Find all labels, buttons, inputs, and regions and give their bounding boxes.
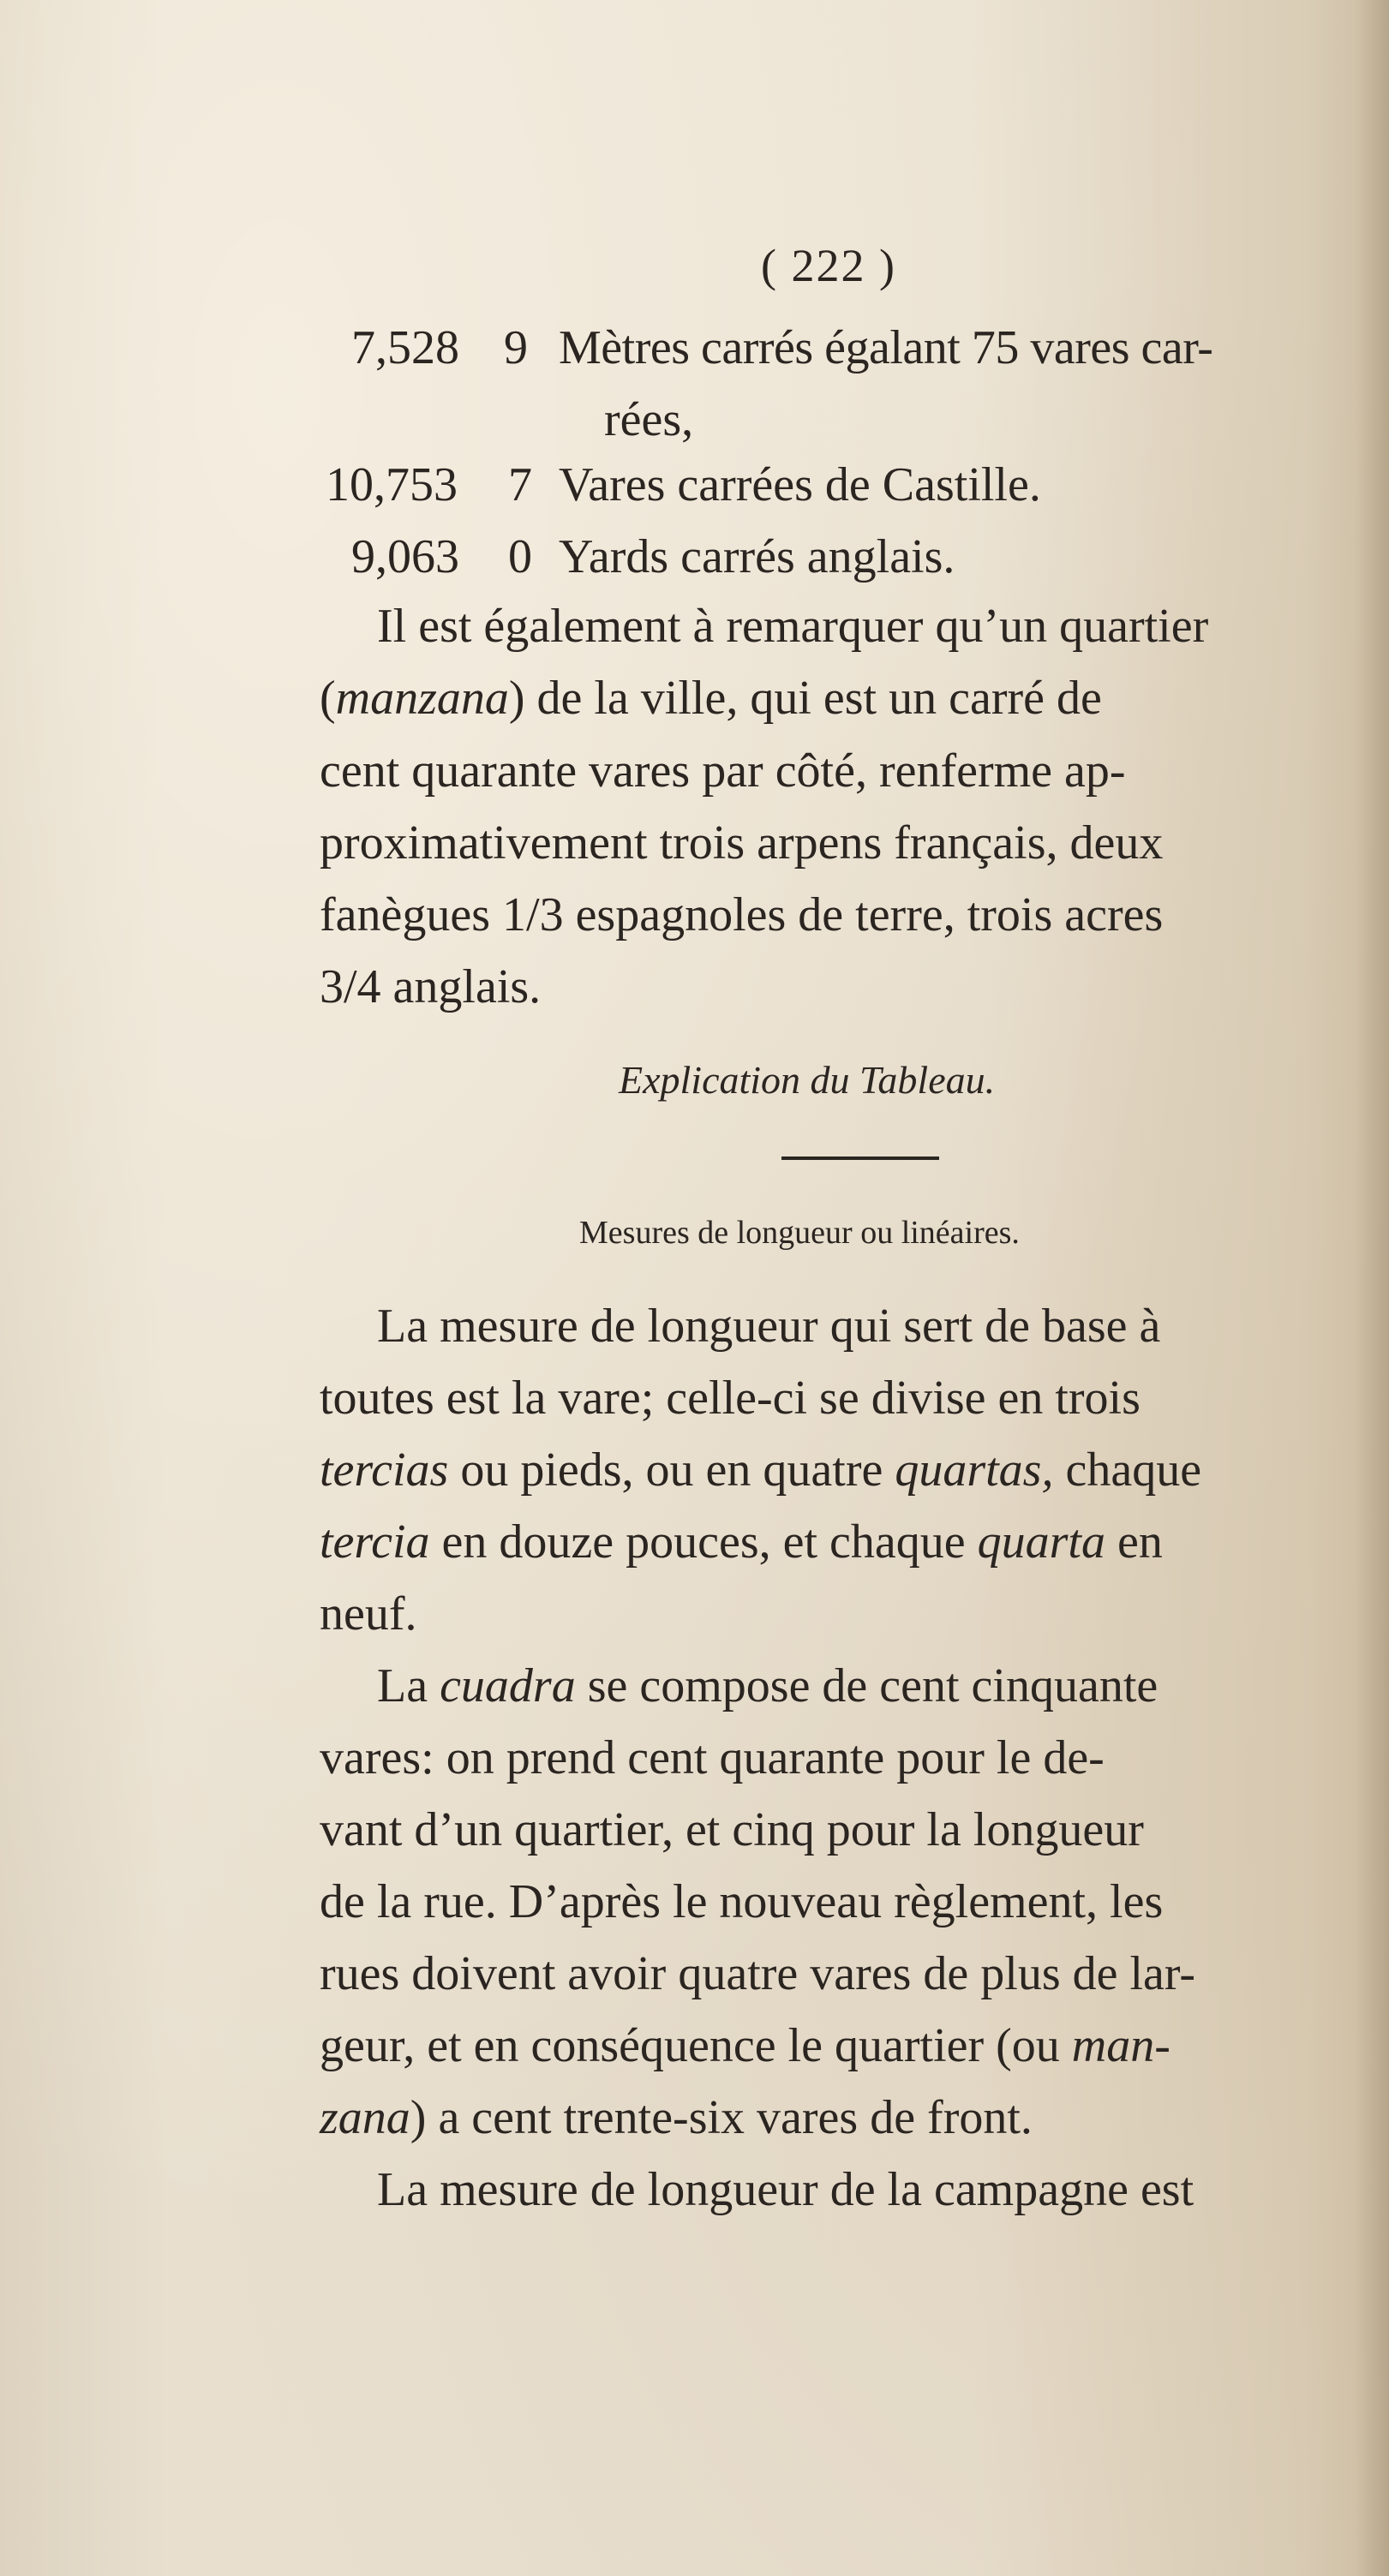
- paragraph-line: tercias ou pieds, ou en quatre quartas, chaque: [320, 1443, 1202, 1497]
- paragraph-text: ) de la ville, qui est un carré de: [508, 672, 1102, 725]
- paragraph-line: neuf.: [320, 1587, 417, 1641]
- paragraph-line: rues doivent avoir quatre vares de plus de lar-: [320, 1947, 1196, 2000]
- table-digit: 9: [504, 321, 528, 374]
- table-text: rées,: [604, 393, 694, 446]
- paren: (: [320, 672, 336, 725]
- divider: [781, 1157, 939, 1160]
- table-value: 7,528: [351, 321, 459, 374]
- table-text: Vares carrées de Castille.: [559, 458, 1041, 511]
- paragraph-line: La mesure de longueur de la campagne est: [377, 2163, 1194, 2216]
- subheading: Mesures de longueur ou linéaires.: [579, 1215, 1020, 1251]
- paragraph-line: fanègues 1/3 espagnoles de terre, trois acres: [320, 888, 1164, 941]
- paragraph-line: zana) a cent trente-six vares de front.: [320, 2091, 1033, 2144]
- table-value: 9,063: [351, 530, 459, 583]
- table-digit: 7: [508, 458, 532, 511]
- table-value: 10,753: [326, 458, 458, 511]
- paragraph-line: La mesure de longueur qui sert de base à: [377, 1300, 1161, 1353]
- paragraph-line: 3/4 anglais.: [320, 960, 542, 1013]
- page-number: ( 222 ): [761, 240, 896, 291]
- page-edge-shadow: [1355, 0, 1389, 2576]
- italic-term: manzana: [335, 672, 509, 725]
- paragraph-line: [320, 672, 1102, 725]
- paragraph-line: vares: on prend cent quarante pour le de-: [320, 1731, 1105, 1784]
- paragraph-line: geur, et en conséquence le quartier (ou man-: [320, 2019, 1170, 2072]
- table-text: Mètres carrés égalant 75 vares car-: [559, 321, 1213, 374]
- paragraph-line: Il est également à remarquer qu’un quartier: [377, 600, 1209, 653]
- paragraph-line: de la rue. D’après le nouveau règlement, les: [320, 1875, 1164, 1928]
- paragraph-line: vant d’un quartier, et cinq pour la longueur: [320, 1803, 1144, 1856]
- paragraph-line: tercia en douze pouces, et chaque quarta en: [320, 1515, 1163, 1569]
- paragraph-line: proximativement trois arpens français, deux: [320, 816, 1164, 870]
- table-text: Yards carrés anglais.: [559, 530, 955, 583]
- table-digit: 0: [508, 530, 532, 583]
- paragraph-line: toutes est la vare; celle-ci se divise en trois: [320, 1372, 1141, 1425]
- paragraph-line: cent quarante vares par côté, renferme ap-: [320, 744, 1126, 798]
- section-heading: Explication du Tableau.: [619, 1058, 996, 1102]
- paragraph-line: La cuadra se compose de cent cinquante: [377, 1659, 1158, 1712]
